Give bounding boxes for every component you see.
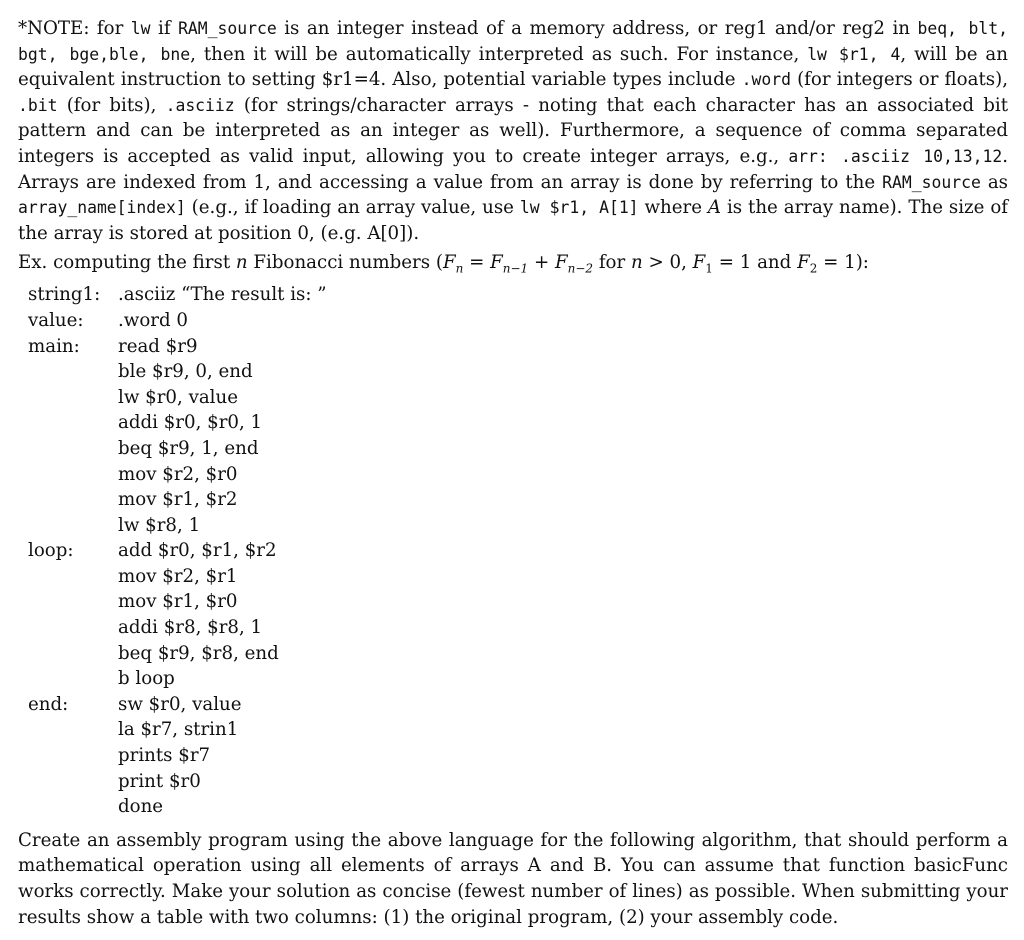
note-text: . Arrays are indexed from 1, and accessing a value from an array is done by referring to the	[18, 145, 1008, 193]
math-op: +	[528, 252, 555, 274]
code-label	[28, 487, 118, 513]
math-subscript: 2	[809, 261, 818, 276]
code-line	[28, 666, 1008, 692]
note-paragraph	[18, 16, 1008, 246]
code-label: main:	[28, 335, 80, 357]
code-line	[28, 538, 1008, 564]
note-text: if	[150, 18, 179, 39]
code-label	[28, 513, 118, 539]
code-label	[28, 717, 118, 743]
code-term: RAM_source	[178, 19, 277, 38]
code-line	[28, 282, 1008, 308]
code-label	[28, 615, 118, 641]
note-text: where	[638, 197, 708, 219]
code-label	[28, 436, 118, 462]
example-text: = 1):	[817, 252, 869, 274]
math-var: F	[692, 252, 706, 274]
code-label	[28, 359, 118, 385]
code-instruction: mov $r1, $r0	[118, 591, 238, 613]
code-instruction: mov $r2, $r0	[118, 463, 238, 485]
code-instruction: .word 0	[118, 309, 188, 331]
code-line	[28, 462, 1008, 488]
example-text: for	[593, 252, 631, 274]
code-line	[28, 513, 1008, 539]
code-label	[28, 589, 118, 615]
code-line	[28, 334, 1008, 360]
code-term: .asciiz	[165, 95, 235, 115]
code-instruction: beq $r9, 1, end	[118, 437, 259, 459]
code-instruction: la $r7, strin1	[118, 719, 239, 741]
example-text: > 0,	[642, 252, 693, 274]
code-line	[28, 615, 1008, 641]
code-instruction: lw $r0, value	[118, 386, 238, 408]
code-instruction: b loop	[118, 668, 175, 690]
math-var: A	[707, 197, 722, 219]
task-paragraph: Create an assembly program using the above language for the following algorithm, that should perform a mathematical operation using all elements of arrays A and B. You can assume that function basicFunc works correctly. Make your solution as concise (fewest number of lines) as possible. When submitting your results show a table with two columns: (1) the original program, (2) your assembly code.	[18, 829, 1008, 928]
code-instruction: add $r0, $r1, $r2	[118, 540, 277, 562]
note-text: (e.g., if loading an array value, use	[185, 197, 520, 219]
code-instruction: mov $r2, $r1	[118, 565, 238, 587]
code-line	[28, 641, 1008, 667]
code-instruction: addi $r8, $r8, 1	[118, 617, 263, 639]
note-text: is an integer instead of a memory address, or reg1 and/or reg2 in	[276, 18, 918, 39]
note-text: is the array name). The size of the array is stored at position 0, (e.g. A[0]).	[18, 197, 1008, 244]
code-instruction: read $r9	[118, 335, 198, 357]
code-label: loop:	[28, 540, 74, 562]
code-label: string1:	[28, 284, 101, 306]
note-text: (for integers or floats),	[790, 69, 1008, 91]
math-var: F	[797, 252, 810, 274]
code-label	[28, 410, 118, 436]
code-term: lw $r1, A[1]	[519, 198, 639, 218]
math-var: F	[555, 252, 568, 274]
math-subscript: 1	[705, 261, 713, 276]
note-text: as	[980, 171, 1008, 193]
example-heading	[18, 250, 1008, 276]
code-line	[28, 589, 1008, 615]
math-var: n	[235, 252, 248, 274]
code-label: value:	[28, 309, 84, 331]
code-listing	[28, 282, 1008, 819]
example-text: Fibonacci numbers (	[247, 252, 443, 274]
code-label	[28, 462, 118, 488]
code-label	[28, 769, 118, 795]
example-text: Ex. computing the first	[18, 252, 236, 274]
code-term: RAM_source	[882, 172, 981, 192]
code-label: end:	[28, 693, 69, 715]
code-instruction: .asciiz “The result is: ”	[118, 284, 327, 306]
code-line	[28, 717, 1008, 743]
code-instruction: beq $r9, $r8, end	[118, 642, 279, 664]
note-text: , then it will be automatically interpreted as such. For instance,	[190, 43, 808, 65]
code-label	[28, 385, 118, 411]
code-instruction: addi $r0, $r0, 1	[118, 412, 263, 434]
code-line	[28, 692, 1008, 718]
code-term: .bit	[18, 95, 58, 115]
code-term: array_name[index]	[18, 198, 186, 218]
code-line	[28, 487, 1008, 513]
code-line	[28, 794, 1008, 820]
code-instruction: lw $r8, 1	[118, 514, 201, 536]
code-label	[28, 794, 118, 820]
example-text: = 1 and	[712, 252, 798, 274]
code-term: lw	[130, 19, 151, 38]
code-label	[28, 743, 118, 769]
code-instruction: mov $r1, $r2	[118, 489, 238, 511]
code-line	[28, 385, 1008, 411]
code-line	[28, 359, 1008, 385]
code-line	[28, 436, 1008, 462]
code-term: lw $r1, 4	[807, 44, 901, 64]
code-line	[28, 743, 1008, 769]
math-var: n	[631, 252, 643, 274]
code-instruction: ble $r9, 0, end	[118, 361, 253, 383]
math-subscript: n−1	[502, 261, 529, 276]
code-instruction: prints $r7	[118, 745, 211, 767]
code-line	[28, 410, 1008, 436]
code-label	[28, 564, 118, 590]
code-term: .word	[741, 70, 791, 90]
math-subscript: n−2	[567, 261, 594, 276]
note-text: (for bits),	[57, 94, 166, 116]
code-line	[28, 769, 1008, 795]
math-var: F	[442, 252, 456, 274]
note-text: (for strings/character arrays - noting that each character has an associated bit pattern and can be interpreted as an integer as well). Furthermore, a sequence of comma separated integers is accepted as valid input, allowing you to create integer arrays, e.g.,	[18, 94, 1009, 167]
math-var: F	[490, 252, 503, 274]
code-instruction: done	[118, 796, 164, 818]
code-term: beq, blt, bgt, bge,ble, bne	[18, 19, 1008, 64]
code-line	[28, 308, 1008, 334]
math-op: =	[463, 252, 491, 274]
note-text: , will be an equivalent instruction to setting $r1=4. Also, potential variable types include	[18, 43, 1008, 91]
code-label	[28, 641, 118, 667]
code-label	[28, 666, 118, 692]
code-instruction: sw $r0, value	[118, 693, 242, 715]
code-term: arr: .asciiz 10,13,12	[788, 146, 1003, 166]
code-line	[28, 564, 1008, 590]
math-subscript: n	[455, 261, 464, 276]
note-text: *NOTE: for	[18, 18, 131, 39]
code-instruction: print $r0	[118, 770, 201, 792]
